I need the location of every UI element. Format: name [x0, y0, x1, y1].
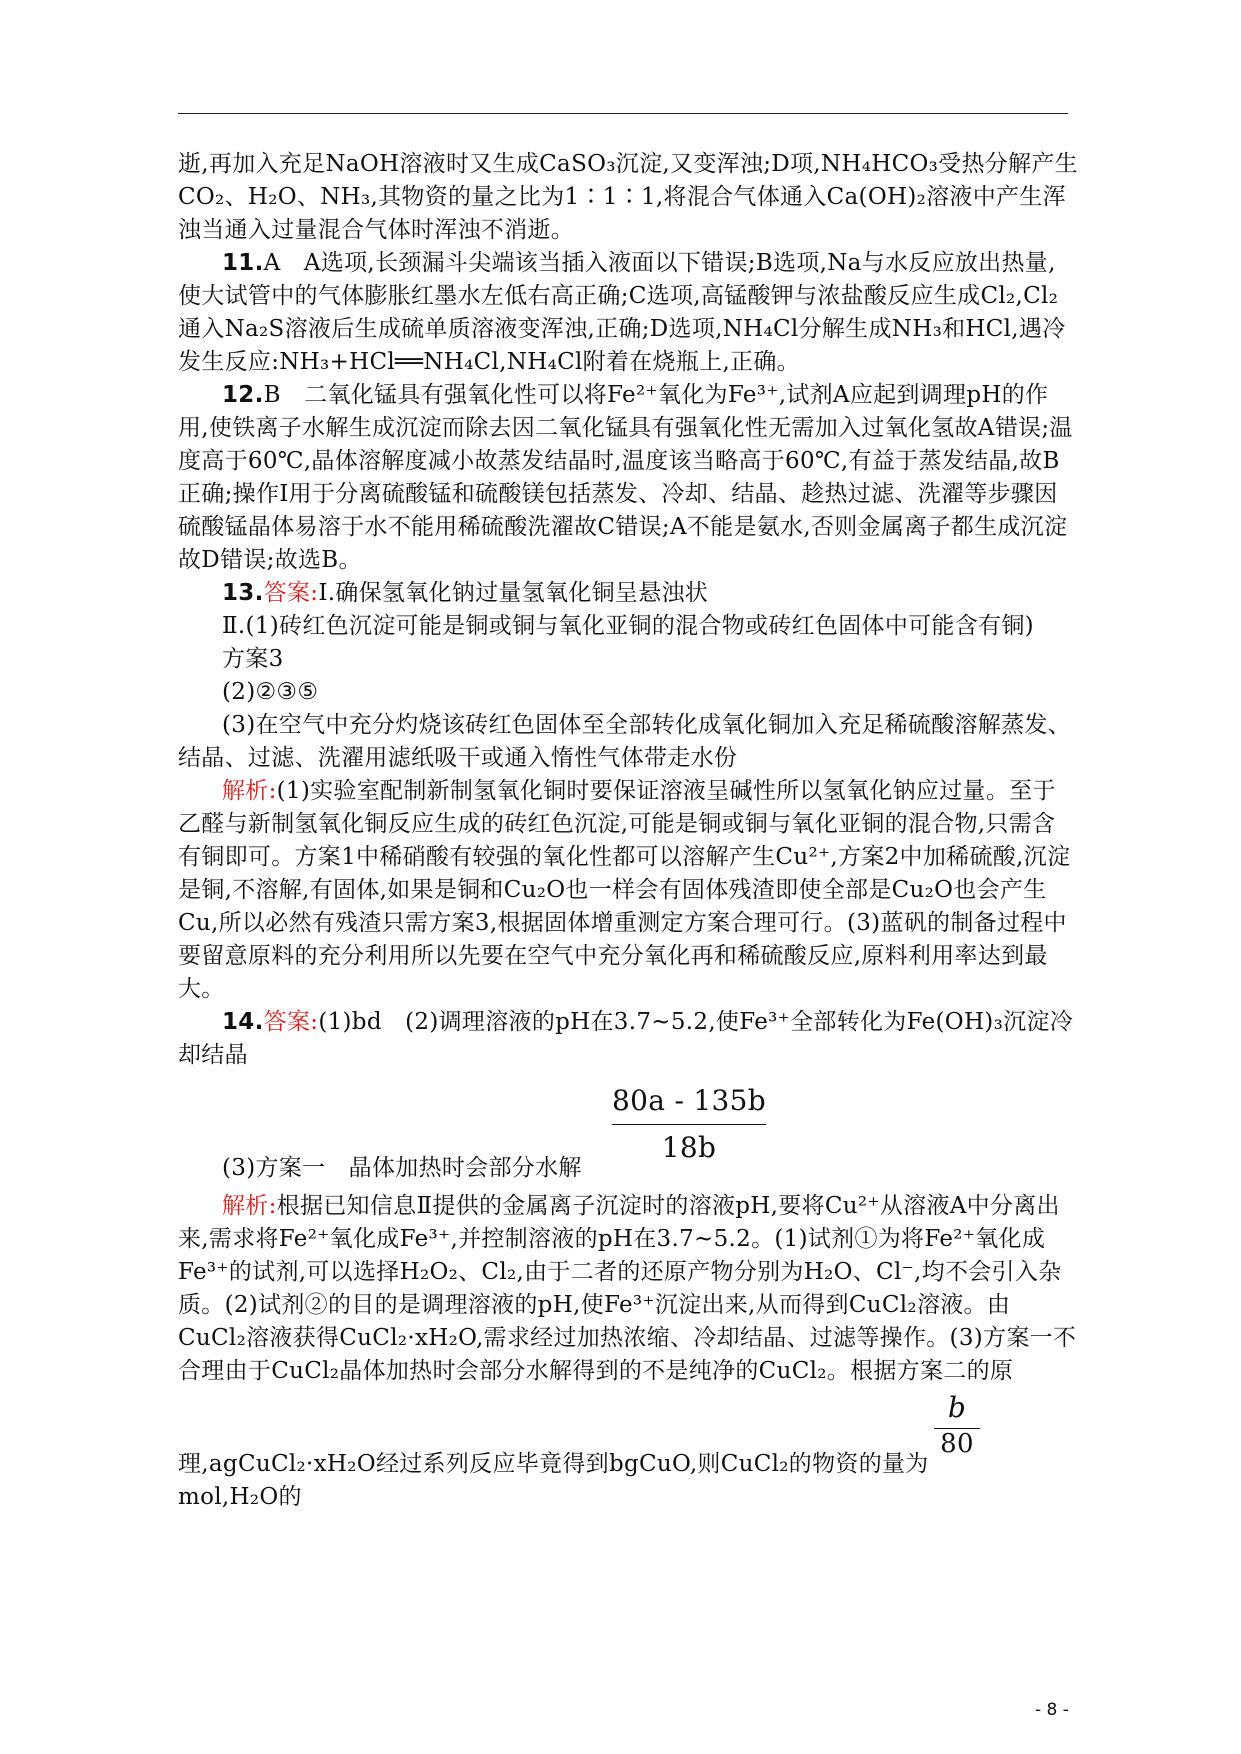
question-13-answer-4: (3)在空气中充分灼烧该砖红色固体至全部转化成氧化铜加入充足稀硫酸溶解蒸发、结晶、过滤、洗濯用滤纸吸干或通入惰性气体带走水份: [178, 712, 1071, 771]
fraction-bar: [612, 1124, 766, 1125]
answer-label: 答案:: [263, 580, 319, 606]
question-13: [178, 577, 1078, 610]
question-11-text: A A选项,长颈漏斗尖端该当插入液面以下错误;B选项,Na与水反应放出热量,使大试管中的气体膨胀红墨水左低右高正确;C选项,高锰酸钾与浓盐酸反应生成Cl₂,Cl₂通入Na₂S溶液后生成硫单质溶液变浑浊,正确;D选项,NH₄Cl分解生成NH₃和HCl,遇冷发生反应:NH₃+HCl══NH₄Cl,NH₄Cl附着在烧瓶上,正确。: [178, 250, 1066, 375]
question-14-answer-2: (3)方案一 晶体加热时会部分水解: [222, 1155, 582, 1181]
formula-line: [178, 1080, 1078, 1190]
question-13-analysis: [178, 775, 1078, 1006]
fraction-numerator: 80a - 135b: [612, 1084, 766, 1117]
question-11-number: 11.: [222, 250, 264, 276]
question-13-answer-1: Ⅰ.确保氢氧化钠过量氢氧化铜呈悬浊状: [318, 580, 709, 606]
analysis-label-14: 解析:: [222, 1193, 277, 1219]
fraction-b-over-80: [934, 1388, 980, 1459]
question-14-analysis: [178, 1190, 1078, 1388]
question-13-number: 13.: [222, 580, 264, 606]
last-line: [178, 1388, 1078, 1510]
question-12: [178, 379, 1078, 577]
question-14: [178, 1006, 1078, 1072]
question-13-analysis-text: (1)实验室配制新制氢氧化铜时要保证溶液呈碱性所以氢氧化钠应过量。至于乙醛与新制氢氧化铜反应生成的砖红色沉淀,可能是铜或铜与氧化亚铜的混合物,只需含有铜即可。方案1中稀硝酸有较强的氧化性都可以溶解产生Cu²⁺,方案2中加稀硫酸,沉淀是铜,不溶解,有固体,如果是铜和Cu₂O也一样会有固体残渣即使全部是Cu₂O也会产生Cu,所以必然有残渣只需方案3,根据固体增重测定方案合理可行。(3)蓝矾的制备过程中要留意原料的充分利用所以先要在空气中充分氧化再和稀硫酸反应,原料利用率达到最大。: [178, 778, 1071, 1002]
question-12-number: 12.: [222, 382, 264, 408]
question-14-answer-1: (1)bd (2)调理溶液的pH在3.7~5.2,使Fe³⁺全部转化为Fe(OH)₃沉淀冷却结晶: [178, 1009, 1074, 1068]
page-number: - 8 -: [1035, 1700, 1069, 1720]
fraction2-numerator: b: [947, 1391, 967, 1424]
question-13-answer-2: Ⅱ.(1)砖红色沉淀可能是铜或铜与氧化亚铜的混合物或砖红色固体中可能含有铜) 方案3: [222, 613, 1058, 672]
question-11: [178, 247, 1078, 379]
answer-label-14: 答案:: [263, 1009, 319, 1035]
last-line-tail: mol,H₂O的: [178, 1484, 302, 1510]
fraction2-denominator: 80: [940, 1429, 974, 1459]
paragraph-continued: 逝,再加入充足NaOH溶液时又生成CaSO₃沉淀,又变浑浊;D项,NH₄HCO₃受热分解产生CO₂、H₂O、NH₃,其物资的量之比为1∶1∶1,将混合气体通入Ca(OH)₂溶液中产生浑浊当通入过量混合气体时浑浊不消逝。: [178, 151, 1078, 243]
fraction-denominator: 18b: [661, 1131, 717, 1164]
analysis-label: 解析:: [222, 778, 277, 804]
question-14-number: 14.: [222, 1009, 264, 1035]
document-body: [178, 148, 1078, 1510]
question-13-answer-3: (2)②③⑤: [222, 679, 319, 705]
fraction-formula: [612, 1080, 766, 1167]
question-14-analysis-text: 根据已知信息Ⅱ提供的金属离子沉淀时的溶液pH,要将Cu²⁺从溶液A中分离出来,需求将Fe²⁺氧化成Fe³⁺,并控制溶液的pH在3.7~5.2。(1)试剂①为将Fe²⁺氧化成Fe³⁺的试剂,可以选择H₂O₂、Cl₂,由于二者的还原产物分别为H₂O、Cl⁻,均不会引入杂质。(2)试剂②的目的是调理溶液的pH,使Fe³⁺沉淀出来,从而得到CuCl₂溶液。由CuCl₂溶液获得CuCl₂·xH₂O,需求经过加热浓缩、冷却结晶、过滤等操作。(3)方案一不合理由于CuCl₂晶体加热时会部分水解得到的不是纯净的CuCl₂。根据方案二的原: [178, 1193, 1077, 1384]
last-line-main: 理,agCuCl₂·xH₂O经过系列反应毕竟得到bgCuO,则CuCl₂的物资的量为: [178, 1451, 929, 1477]
header-rule: [178, 113, 1068, 114]
question-12-text: B 二氧化锰具有强氧化性可以将Fe²⁺氧化为Fe³⁺,试剂A应起到调理pH的作用,使铁离子水解生成沉淀而除去因二氧化锰具有强氧化性无需加入过氧化氢故A错误;温度高于60℃,晶体溶解度减小故蒸发结晶时,温度该当略高于60℃,有益于蒸发结晶,故B正确;操作Ⅰ用于分离硫酸锰和硫酸镁包括蒸发、冷却、结晶、趁热过滤、洗濯等步骤因硫酸锰晶体易溶于水不能用稀硫酸洗濯故C错误;A不能是氨水,否则金属离子都生成沉淀故D错误;故选B。: [178, 382, 1073, 573]
